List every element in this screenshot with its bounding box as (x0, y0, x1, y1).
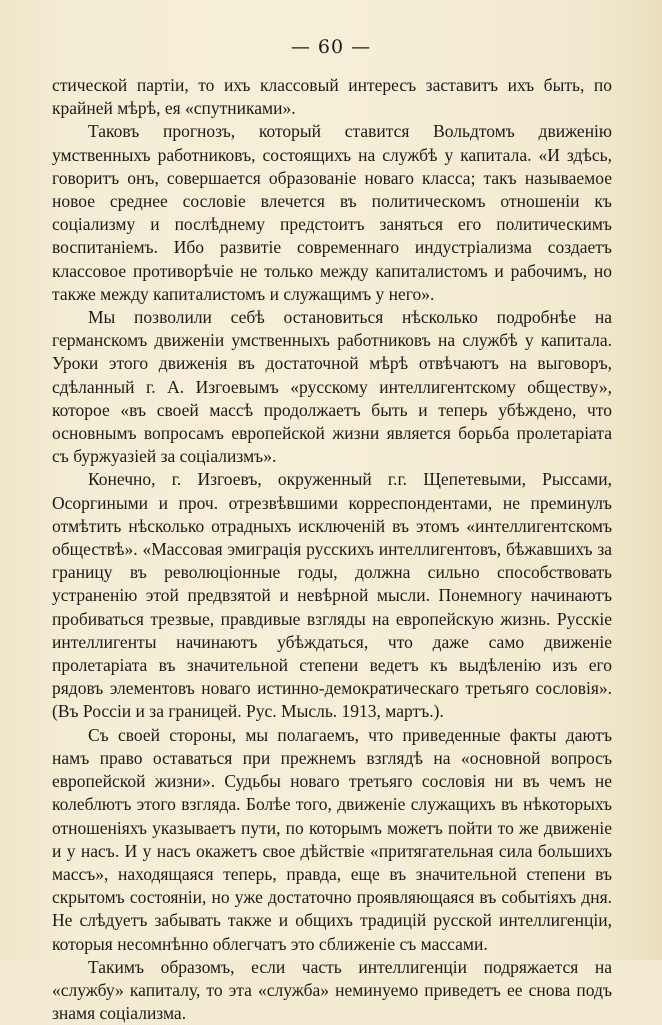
paragraph: стической партіи, то ихъ классовый интересъ заставитъ ихъ быть, по крайней мѣрѣ, ея «спутниками». (52, 75, 612, 119)
paragraph: Съ своей стороны, мы полагаемъ, что приведенные факты даютъ намъ право оставаться при прежнемъ взглядѣ на «основной вопросъ европейской жизни». Судьбы новаго третьяго сословія ни въ чемъ не колеблютъ этого взгляда. Болѣе того, движеніе служащихъ въ нѣкоторыхъ отношеніяхъ указываетъ пути, по которымъ можетъ пойти то же движеніе и у насъ. И у насъ окажетъ свое дѣйствіе «притягательная сила большихъ массъ», находящаяся теперь, правда, еще въ значительной степени въ скрытомъ состояніи, но уже достаточно проявляющаяся въ событіяхъ дня. Не слѣдуетъ забывать также и общихъ традицій русской интеллигенціи, которыя несомнѣнно облегчатъ это сближеніе съ массами. (52, 724, 612, 954)
paragraph: Мы позволили себѣ остановиться нѣсколько подробнѣе на германскомъ движеніи умственныхъ работниковъ на службѣ у капитала. Уроки этого движенія въ достаточной мѣрѣ отвѣчаютъ на выговоръ, сдѣланный г. А. Изгоевымъ «русскому интеллигентскому обществу», которое «въ своей массѣ продолжаетъ быть и теперь убѣждено, что основнымъ вопросамъ европейской жизни является борьба пролетаріата съ буржуазіей за соціализмъ». (52, 307, 612, 467)
page-number: — 60 — (290, 36, 372, 58)
paragraph: Конечно, г. Изгоевъ, окруженный г.г. Щепетевыми, Рыссами, Осоргиными и проч. отрезвѣвшими корреспондентами, не преминулъ отмѣтить нѣсколько отрадныхъ исключеній въ этомъ «интеллигентскомъ обществѣ». «Массовая эмиграція русскихъ интеллигентовъ, бѣжавшихъ за границу въ революціонные годы, должна сильно способствовать устраненію этой предвзятой и невѣрной мысли. Понемногу начинаютъ пробиваться трезвые, правдивые взгляды на европейскую жизнь. Русскіе интеллигенты начинаютъ убѣждаться, что даже само движеніе пролетаріата въ значительной степени ведетъ къ выдѣленію изъ его рядовъ элементовъ новаго истинно-демократическаго третьяго сословія». (Въ Россіи и за границей. Рус. Мысль. 1913, мартъ.). (52, 469, 612, 722)
paragraph: Такимъ образомъ, если часть интеллигенціи подряжается на «службу» капиталу, то эта «служба» неминуемо приведетъ ее снова подъ знамя соціализма. (52, 956, 612, 1024)
body-text (52, 74, 612, 1025)
paragraph: Таковъ прогнозъ, который ставится Вольдтомъ движенію умственныхъ работниковъ, состоящихъ на службѣ у капитала. «И здѣсь, говоритъ онъ, совершается образованіе новаго класса; такъ называемое новое среднее сословіе влечется въ политическомъ отношеніи къ соціализму и послѣднему предстоитъ заняться его политическимъ воспитаніемъ. Ибо развитіе современнаго индустріализма создаетъ классовое противорѣчіе не только между капиталистомъ и рабочимъ, но также между капиталистомъ и служащимъ у него». (52, 121, 612, 304)
